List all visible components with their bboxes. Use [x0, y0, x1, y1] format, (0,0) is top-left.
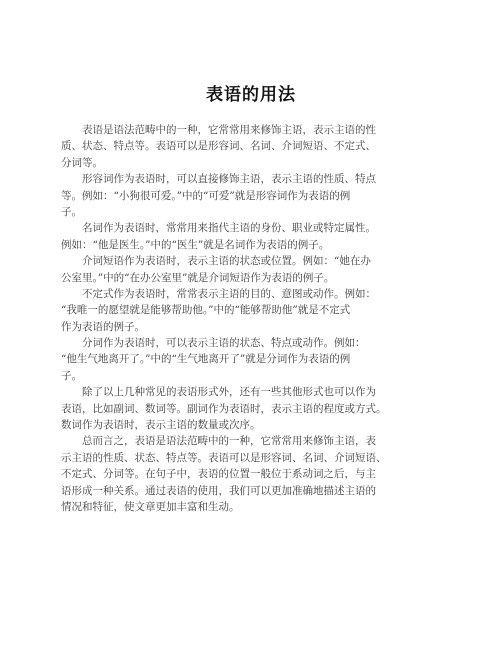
- text-line: 情况和特征，使文章更加丰富和生动。: [61, 500, 240, 513]
- text-line: 不定式、分词等。在句子中，表语的位置一般位于系动词之后，与主: [61, 468, 376, 481]
- text-line: 子。: [61, 369, 82, 382]
- text-line: 例如：“他是医生。”中的“医生”就是名词作为表语的例子。: [61, 238, 330, 251]
- text-line: 分词等。: [61, 156, 103, 169]
- page-title: 表语的用法: [206, 85, 296, 105]
- text-line: 质、状态、特点等。表语可以是形容词、名词、介词短语、不定式、: [61, 140, 376, 153]
- text-line: 数词作为表语时，表示主语的数量或次序。: [61, 419, 261, 432]
- text-line: 等。例如：“小狗很可爱。”中的“可爱”就是形容词作为表语的例: [61, 189, 351, 202]
- text-line: “他生气地离开了。”中的“生气地离开了”就是分词作为表语的例: [61, 353, 351, 366]
- text-line: 子。: [61, 205, 82, 218]
- text-line: “我唯一的愿望就是能够帮助他。”中的“能够帮助他”就是不定式: [61, 304, 351, 317]
- text-line: 名词作为表语时，常常用来指代主语的身份、职业或特定属性。: [61, 222, 376, 235]
- text-line: 不定式作为表语时，常常表示主语的目的、意图或动作。例如：: [61, 287, 376, 300]
- text-line: 语形成一种关系。通过表语的使用，我们可以更加准确地描述主语的: [61, 484, 376, 497]
- text-line: 作为表语的例子。: [61, 320, 145, 333]
- text-line: 表语是语法范畴中的一种，它常常用来修饰主语，表示主语的性: [61, 124, 376, 136]
- text-line: 形容词作为表语时，可以直接修饰主语，表示主语的性质、特点: [61, 173, 376, 186]
- document-body: [61, 122, 441, 515]
- text-line: 表语，比如副词、数词等。副词作为表语时，表示主语的程度或方式。: [61, 402, 387, 415]
- text-line: 除了以上几种常见的表语形式外，还有一些其他形式也可以作为: [61, 386, 376, 399]
- text-line: 示主语的性质、状态、特点等。表语可以是形容词、名词、介词短语、: [61, 451, 387, 464]
- text-line: 介词短语作为表语时，表示主语的状态或位置。例如：“她在办: [61, 255, 371, 268]
- text-line: 公室里。”中的“在办公室里”就是介词短语作为表语的例子。: [61, 271, 335, 284]
- text-line: 分词作为表语时，可以表示主语的状态、特点或动作。例如：: [61, 337, 366, 350]
- text-line: 总而言之，表语是语法范畴中的一种，它常常用来修饰主语，表: [61, 435, 376, 448]
